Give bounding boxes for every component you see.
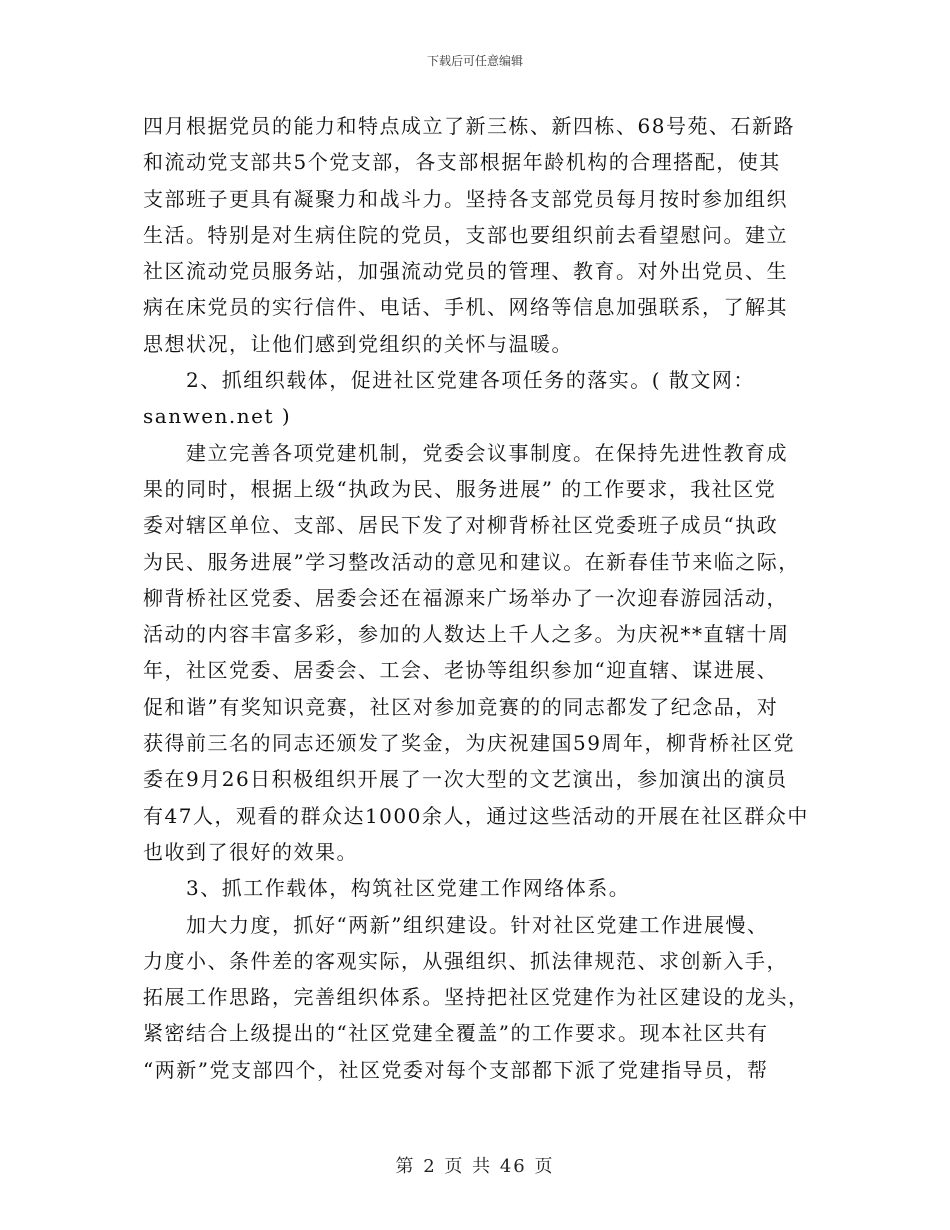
text-line: 四月根据党员的能力和特点成立了新三栋、新四栋、68号苑、石新路 — [143, 114, 795, 138]
text-line: 也收到了很好的效果。 — [143, 839, 358, 864]
text-line: 和流动党支部共5个党支部，各支部根据年龄机构的合理搭配，使其 — [143, 150, 781, 175]
text-line: 年，社区党委、居委会、工会、老协等组织参加“迎直辖、谋进展、 — [143, 658, 779, 683]
text-line: 促和谐”有奖知识竞赛，社区对参加竞赛的的同志都发了纪念品，对 — [143, 694, 779, 719]
text-line: 建立完善各项党建机制，党委会议事制度。在保持先进性教育成 — [143, 440, 788, 465]
page-footer: 第 2 页 共 46 页 — [395, 1156, 555, 1177]
text-line: 2、抓组织载体，促进社区党建各项任务的落实。( 散文网： — [143, 368, 755, 393]
text-line: 获得前三名的同志还颁发了奖金，为庆祝建国59周年，柳背桥社区党 — [143, 731, 795, 756]
text-line: 紧密结合上级提出的“社区党建全覆盖”的工作要求。现本社区共有 — [143, 1021, 769, 1046]
text-line: sanwen.net ) — [143, 404, 292, 429]
text-line: 支部班子更具有凝聚力和战斗力。坚持各支部党员每月按时参加组织 — [143, 186, 788, 211]
text-line: 力度小、条件差的客观实际，从强组织、抓法律规范、求创新入手， — [143, 948, 788, 973]
text-line: 加大力度，抓好“两新”组织建设。针对社区党建工作进展慢、 — [143, 912, 769, 937]
text-line: 为民、服务进展”学习整改活动的意见和建议。在新春佳节来临之际， — [143, 549, 800, 574]
text-line: 活动的内容丰富多彩，参加的人数达上千人之多。为庆祝**直辖十周 — [143, 622, 790, 647]
text-line: 委对辖区单位、支部、居民下发了对柳背桥社区党委班子成员“执政 — [143, 513, 779, 538]
text-line: 柳背桥社区党委、居委会还在福源来广场举办了一次迎春游园活动， — [143, 585, 788, 610]
body-text — [143, 108, 823, 1088]
text-line: 3、抓工作载体，构筑社区党建工作网络体系。 — [143, 876, 631, 901]
text-line: 生活。特别是对生病住院的党员，支部也要组织前去看望慰问。建立 — [143, 222, 788, 247]
text-line: 病在床党员的实行信件、电话、手机、网络等信息加强联系，了解其 — [143, 295, 788, 320]
text-line: 果的同时，根据上级“执政为民、服务进展” 的工作要求，我社区党 — [143, 476, 777, 501]
text-line: 拓展工作思路，完善组织体系。坚持把社区党建作为社区建设的龙头， — [143, 985, 810, 1010]
text-line: “两新”党支部四个，社区党委对每个支部都下派了党建指导员，帮 — [143, 1057, 769, 1082]
text-line: 有47人，观看的群众达1000余人，通过这些活动的开展在社区群众中 — [143, 803, 809, 828]
page-header: 下载后可任意编辑 — [426, 54, 523, 68]
text-line: 委在9月26日积极组织开展了一次大型的文艺演出，参加演出的演员 — [143, 767, 788, 792]
text-line: 思想状况，让他们感到党组织的关怀与温暖。 — [143, 331, 573, 356]
text-line: 社区流动党员服务站，加强流动党员的管理、教育。对外出党员、生 — [143, 259, 788, 284]
